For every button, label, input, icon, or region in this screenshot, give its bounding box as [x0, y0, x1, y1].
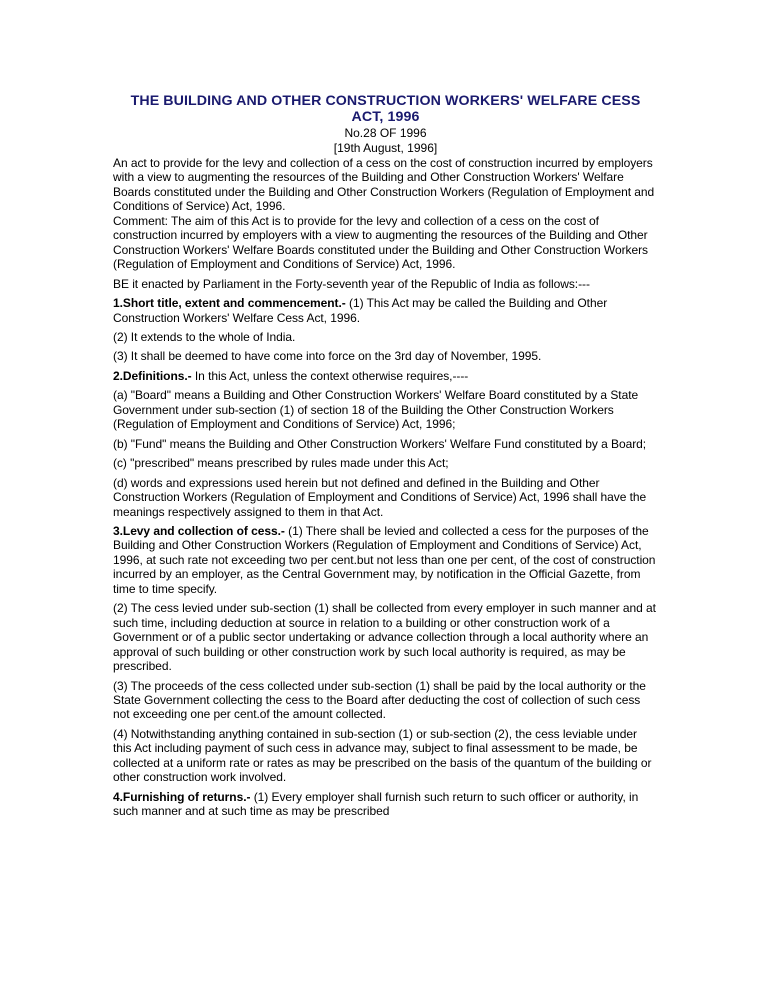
section-2-clause-c: (c) "prescribed" means prescribed by rules made under this Act; [113, 456, 449, 471]
section-1-clause-3: (3) It shall be deemed to have come into force on the 3rd day of November, 1995. [113, 349, 542, 364]
section-3-clause-4: (4) Notwithstanding anything contained in sub-section (1) or sub-section (2), the cess leviable under this Act including payment of such cess in advance may, subject to final assessment to be made, be collected at a uniform rate or rates as may be prescribed on the basis of the quantum of the building or other construction work involved. [113, 726, 652, 785]
section-3-clause-2: (2) The cess levied under sub-section (1) shall be collected from every employer in such manner and at such time, including deduction at source in relation to a building or other construction work of a Government or of a public sector undertaking or advance collection through a local authority where an approval of such building or other construction work by such local authority is required, as may be prescribed. [113, 601, 656, 674]
document-page [113, 93, 658, 824]
section-3-heading: 3.Levy and collection of cess.- [113, 523, 285, 538]
document-title: THE BUILDING AND OTHER CONSTRUCTION WORKERS' WELFARE CESS ACT, 1996 [130, 93, 641, 125]
comment-paragraph: Comment: The aim of this Act is to provide for the levy and collection of a cess on the cost of construction incurred by employers with a view to augmenting the resources of the Building and Other Construction Workers' Welfare Boards constituted under the Building and Other Construction Workers (Regulation of Employment and Conditions of Service) Act, 1996. [113, 213, 648, 272]
section-1-clause-2: (2) It extends to the whole of India. [113, 329, 296, 344]
section-2-clause-a: (a) "Board" means a Building and Other Construction Workers' Welfare Board constituted by a State Government under sub-section (1) of section 18 of the Building the Other Construction Workers (Regulation of Employment and Conditions of Service) Act, 1996; [113, 388, 639, 432]
section-3 [113, 524, 658, 596]
section-2-clause-d: (d) words and expressions used herein but not defined and defined in the Building and Other Construction Workers (Regulation of Employment and Conditions of Service) Act, 1996 shall have the meanings respectively assigned to them in that Act. [113, 475, 647, 519]
section-3-text: (1) There shall be levied and collected a cess for the purposes of the Building and Other Construction Workers (Regulation of Employment and Conditions of Service) Act, 1996, at such rate not exceeding two per cent.but not less than one per cent, of the cost of construction incurred by an employer, as the Central Government may, by notification in the Official Gazette, from time to time specify. [113, 523, 656, 596]
act-number: No.28 OF 1996 [344, 126, 427, 140]
act-date: [19th August, 1996] [333, 141, 438, 155]
section-2-clause-b: (b) "Fund" means the Building and Other Construction Workers' Welfare Fund constituted by a Board; [113, 436, 647, 451]
section-1-heading: 1.Short title, extent and commencement.- [113, 296, 346, 311]
section-4-text: (1) Every employer shall furnish such return to such officer or authority, in such manner and at such time as may be prescribed [113, 789, 639, 819]
section-2-text: In this Act, unless the context otherwise requires,---- [191, 368, 469, 383]
section-2-heading: 2.Definitions.- [113, 368, 192, 383]
section-3-clause-3: (3) The proceeds of the cess collected under sub-section (1) shall be paid by the local authority or the State Government collecting the cess to the Board after deducting the cost of collection of such cess not exceeding one per cent.of the amount collected. [113, 678, 646, 722]
section-4-heading: 4.Furnishing of returns.- [113, 789, 251, 804]
section-1-text: (1) This Act may be called the Building and Other Construction Workers' Welfare Cess Act, 1996. [113, 296, 608, 325]
section-2 [113, 369, 658, 383]
section-4 [113, 790, 658, 819]
intro-paragraph: An act to provide for the levy and collection of a cess on the cost of construction incurred by employers with a view to augmenting the resources of the Building and Other Construction Workers' Welfare Boards constituted under the Building and Other Construction Workers (Regulation of Employment and Conditions of Service) Act, 1996. [113, 156, 655, 214]
enactment-paragraph: BE it enacted by Parliament in the Forty-seventh year of the Republic of India as follows:--- [113, 276, 590, 291]
section-1 [113, 296, 658, 325]
